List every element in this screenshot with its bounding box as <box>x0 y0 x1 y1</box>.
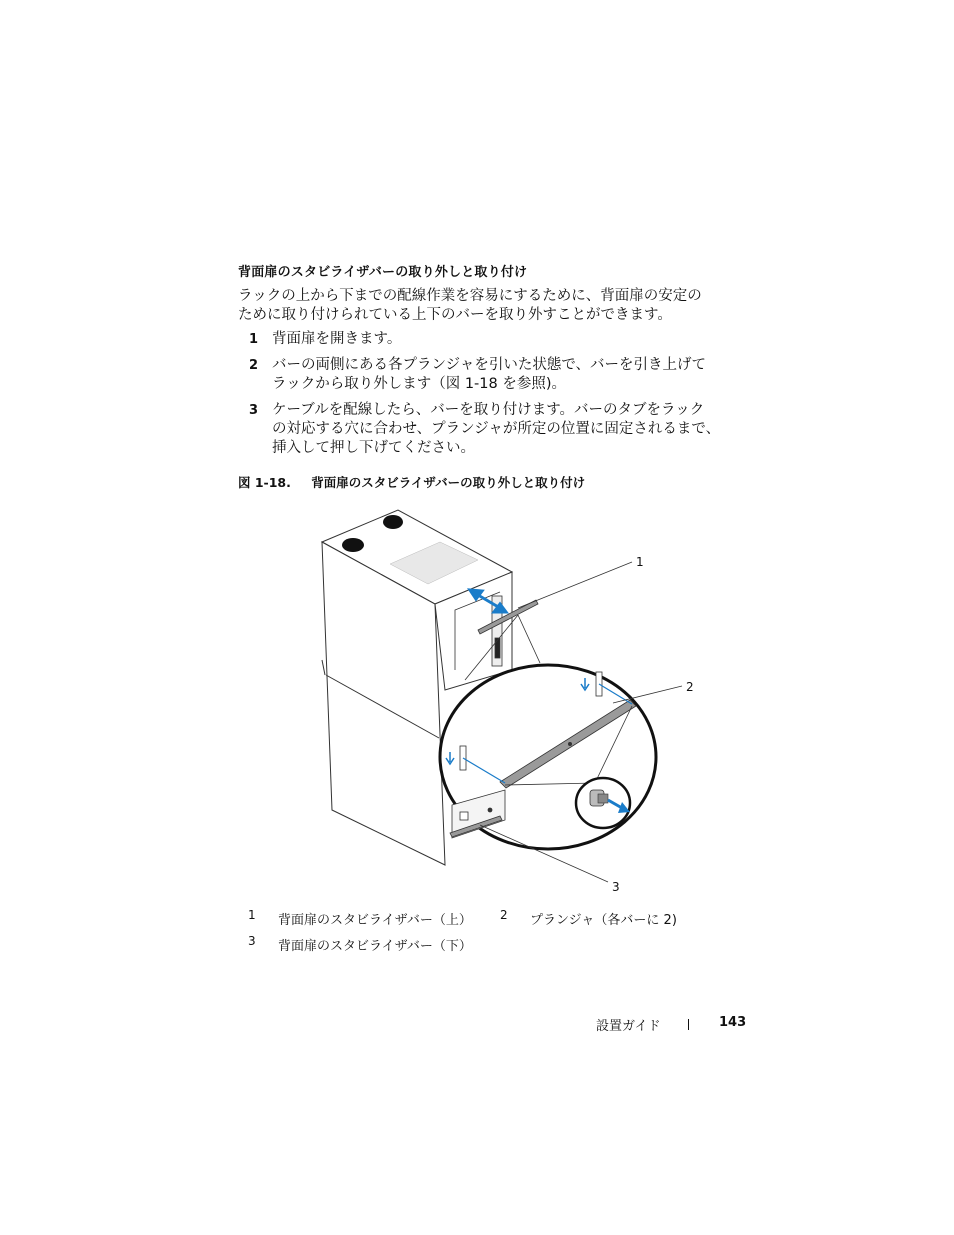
page-number: 143 <box>719 1015 747 1030</box>
step-item <box>238 401 758 458</box>
legend-number: 3 <box>248 934 256 948</box>
step-text: 背面扉を開きます。 <box>272 331 402 347</box>
footer-separator <box>688 1019 689 1030</box>
legend-row <box>238 908 758 934</box>
legend-text: 背面扉のスタビライザバー（上） <box>278 913 472 928</box>
legend-number: 2 <box>500 908 508 922</box>
intro-line: ために取り付けられている上下のバーを取り外すことができます。 <box>238 307 672 323</box>
step-number: 2 <box>249 358 259 373</box>
step-number: 3 <box>249 403 259 418</box>
legend-text: プランジャ（各バーに 2) <box>530 913 677 928</box>
intro-paragraph <box>238 287 758 325</box>
callout-number: 1 <box>636 555 644 569</box>
callout-number: 2 <box>686 680 694 694</box>
top-hole <box>383 515 403 529</box>
step-number: 1 <box>249 332 259 347</box>
step-item <box>238 356 758 394</box>
step-text: ラックから取り外します（図 1-18 を参照)。 <box>272 376 566 392</box>
section-title: 背面扉のスタビライザバーの取り外しと取り付け <box>238 265 528 280</box>
figure-title: 背面扉のスタビライザバーの取り外しと取り付け <box>311 475 586 490</box>
step-text: 挿入して押し下げてください。 <box>272 440 475 456</box>
step-text: ケーブルを配線したら、バーを取り付けます。バーのタブをラック <box>272 402 705 418</box>
page-footer <box>596 1015 756 1033</box>
step-list <box>238 330 758 465</box>
figure-legend <box>238 908 758 960</box>
plunger-inset <box>576 778 630 828</box>
rack-stabilizer-illustration <box>300 500 694 900</box>
legend-number: 1 <box>248 908 256 922</box>
legend-text: 背面扉のスタビライザバー（下） <box>278 939 472 954</box>
step-text: バーの両側にある各プランジャを引いた状態で、バーを引き上げて <box>272 357 707 373</box>
figure-label: 図 1-18. <box>238 475 291 490</box>
legend-row <box>238 934 758 960</box>
top-hole <box>342 538 364 552</box>
step-item <box>238 330 758 349</box>
callout-number: 3 <box>612 880 620 894</box>
figure-caption <box>238 473 585 491</box>
callout-leader <box>518 562 632 608</box>
footer-title: 設置ガイド <box>596 1019 661 1034</box>
step-text: の対応する穴に合わせ、プランジャが所定の位置に固定されるまで、 <box>272 421 721 437</box>
intro-line: ラックの上から下までの配線作業を容易にするために、背面扉の安定の <box>238 288 702 304</box>
